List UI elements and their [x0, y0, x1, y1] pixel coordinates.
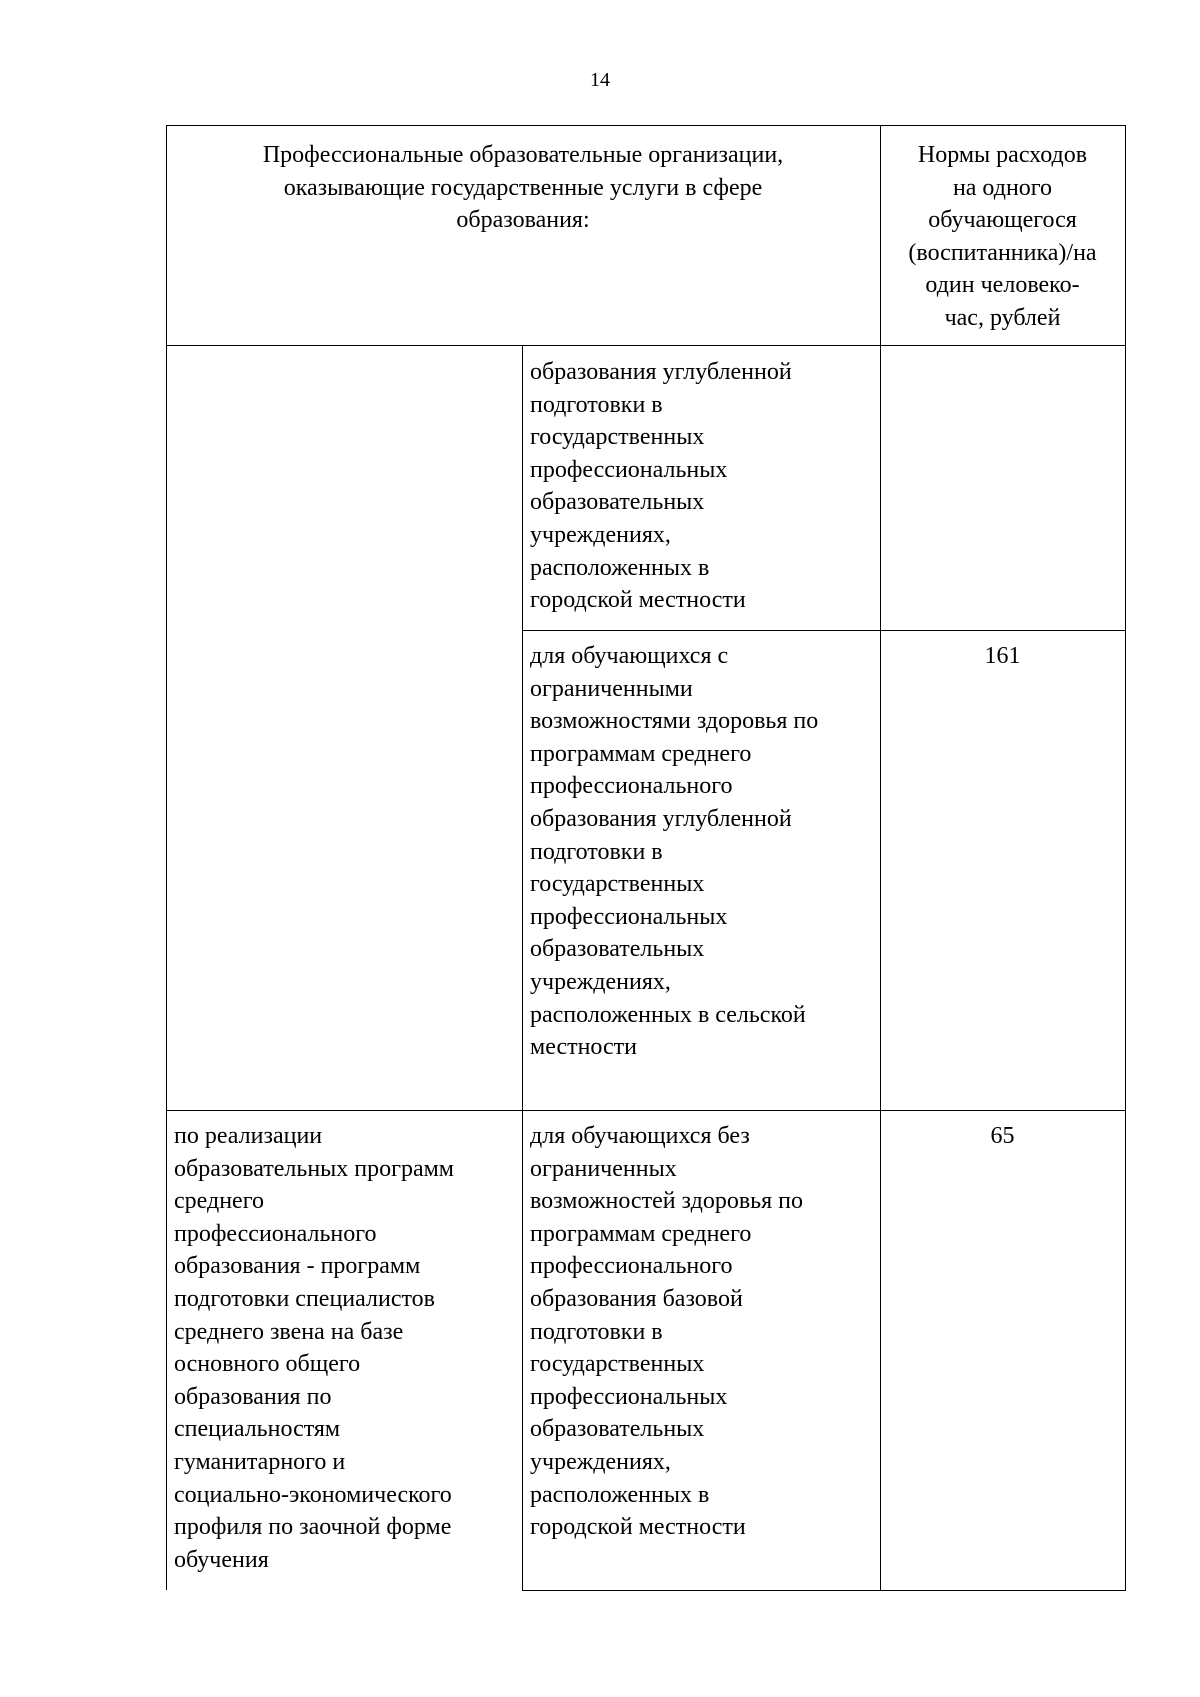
table-left-border [166, 125, 167, 1590]
header-bottom-border [166, 345, 1126, 346]
column-divider [880, 125, 881, 1590]
header-organizations: Профессиональные образовательные организации, оказывающие государственные услуги в сфере образования: [262, 142, 784, 234]
table-row-2-value: 161 [984, 643, 1021, 669]
page-number: 14 [590, 69, 610, 91]
table-bottom-border [522, 1590, 1126, 1591]
column-divider [522, 345, 523, 1590]
table-row-3-category: для обучающихся без ограниченных возможностей здоровья по программам среднего профессионального образования базовой подготовки в государственных профессиональных образовательных учреждениях, расположенных в городской местности [530, 1123, 803, 1541]
table-row-2-category: для обучающихся с ограниченными возможностями здоровья по программам среднего профессионального образования углубленной подготовки в государственных профессиональных образовательных учреждениях, расположенных в сельской местности [530, 643, 819, 1061]
header-norms: Нормы расходов на одного обучающегося (воспитанника)/на один человеко- час, рублей [908, 142, 1097, 331]
table-top-border [166, 125, 1126, 126]
table-row-1-category: образования углубленной подготовки в государственных профессиональных образовательных учреждениях, расположенных в городской местности [530, 359, 792, 614]
row-divider [166, 1110, 1126, 1111]
table-row-3-value: 65 [990, 1123, 1015, 1149]
table-right-border [1125, 125, 1126, 1590]
table-row-3-service: по реализации образовательных программ среднего профессионального образования - программ подготовки специалистов среднего звена на базе основного общего образования по специальностям гуманитарного и социально-экономического профиля по заочной форме обучения [174, 1123, 454, 1573]
row-divider [522, 630, 1126, 631]
